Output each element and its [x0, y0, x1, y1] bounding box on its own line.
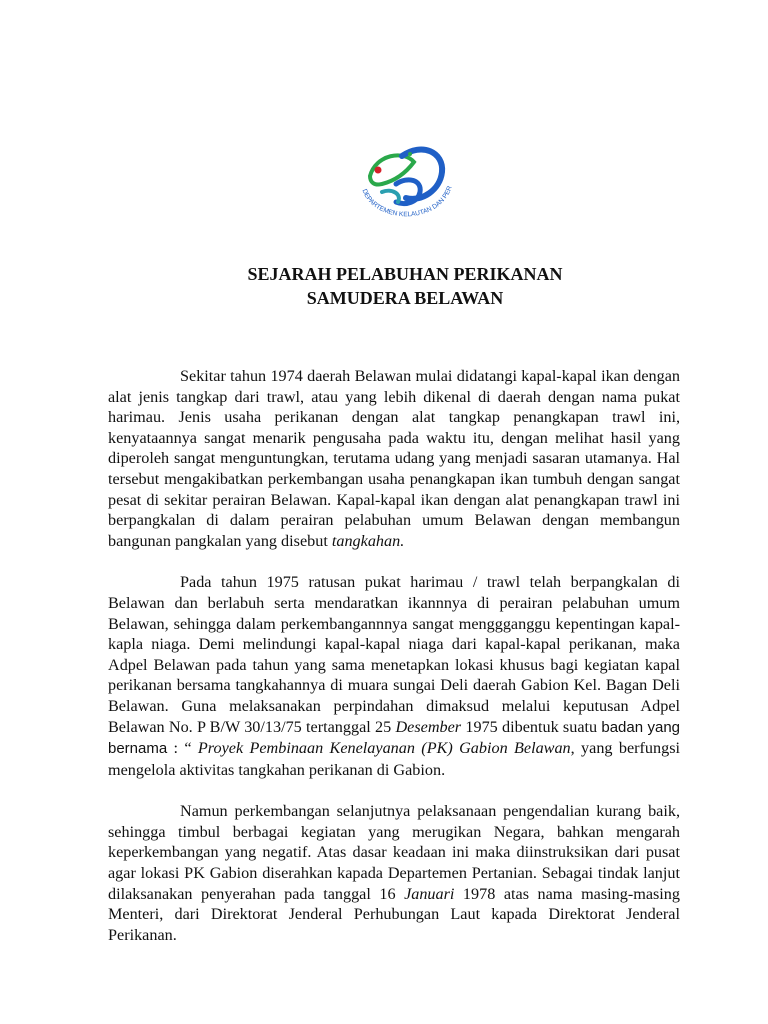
paragraph-2-italic-project: Proyek Pembinaan Kenelayanan (PK) Gabion Belawan: [197, 739, 571, 758]
paragraph-3-text-a: Namun perkembangan selanjutnya pelaksanaan pengendalian kurang baik, sehingga timbul berbagai kegiatan yang merugikan Negara, bahkan mengarah keperkembangan yang negatif. Atas dasar keadaan ini maka diinstruksikan dari pusat agar lokasi PK Gabion diserahkan kapada Departemen Pertanian. Sebagai tindak lanjut dilaksanakan penyerahan pada tanggal 16: [108, 802, 680, 903]
paragraph-3: [108, 801, 680, 945]
paragraph-3-text-c: 1978 atas nama masing-masing Menteri, dari Direktorat Jenderal Perhubungan Laut kapada Direktorat Jenderal Perikanan.: [108, 884, 680, 944]
paragraph-2-text-d: : “: [167, 739, 198, 758]
paragraph-2: [108, 572, 680, 780]
paragraph-1-text: Sekitar tahun 1974 daerah Belawan mulai didatangi kapal-kapal ikan dengan alat jenis tangkap dari trawl, atau yang lebih dikenal di daerah dengan nama pukat harimau. Jenis usaha perikanan dengan alat tangkap penangkapan trawl ini, kenyataannya sangat menarik pengusaha pada waktu itu, dengan melihat hasil yang diperoleh sangat menguntungkan, terutama udang yang menjadi sasaran utamanya. Hal tersebut mengakibatkan perkembangan usaha penangkapan ikan tumbuh dengan sangat pesat di sekitar perairan Belawan. Kapal-kapal ikan dengan alat penangkapan trawl ini berpangkalan di dalam perairan pelabuhan umum Belawan dengan membangun bangunan pangkalan yang disebut: [108, 367, 680, 550]
paragraph-1: [108, 366, 680, 551]
logo-ring-text: DEPARTEMEN KELAUTAN DAN PER: [360, 185, 454, 219]
ministry-logo: [352, 136, 462, 232]
ministry-logo-emblem: [352, 136, 462, 232]
title-line-1: SEJARAH PELABUHAN PERIKANAN: [247, 264, 563, 284]
title-line-2: SAMUDERA BELAWAN: [306, 288, 504, 308]
paragraph-2-text-c: 1975 dibentuk suatu: [461, 717, 602, 736]
paragraph-2-highlight: badan yang bernama: [108, 718, 680, 758]
document-body: [108, 366, 680, 966]
paragraph-2-text-f: , yang berfungsi mengelola aktivitas tangkahan perikanan di Gabion.: [108, 739, 680, 779]
document-title: [120, 262, 690, 310]
paragraph-2-text-a: Pada tahun 1975 ratusan pukat harimau / trawl telah berpangkalan di Belawan dan berlabuh serta mendaratkan ikannnya di perairan pelabuhan umum Belawan, sehingga dalam perkembangannnya sangat menggganggu kepentingan kapal-kapla niaga. Demi melindungi kapal-kapal niaga dari kapal-kapal perikanan, maka Adpel Belawan pada tahun yang sama menetapkan lokasi khusus bagi kegiatan kapal perikanan bersama tangkahannya di muara sungai Deli daerah Gabion Kel. Bagan Deli Belawan. Guna melaksanakan perpindahan dimaksud melalui keputusan Adpel Belawan No. P B/W 30/13/75 tertanggal 25: [108, 573, 680, 736]
paragraph-1-italic: tangkahan.: [331, 531, 405, 550]
paragraph-2-italic-date: Desember: [395, 717, 462, 736]
paragraph-3-italic-month: Januari: [404, 884, 455, 903]
